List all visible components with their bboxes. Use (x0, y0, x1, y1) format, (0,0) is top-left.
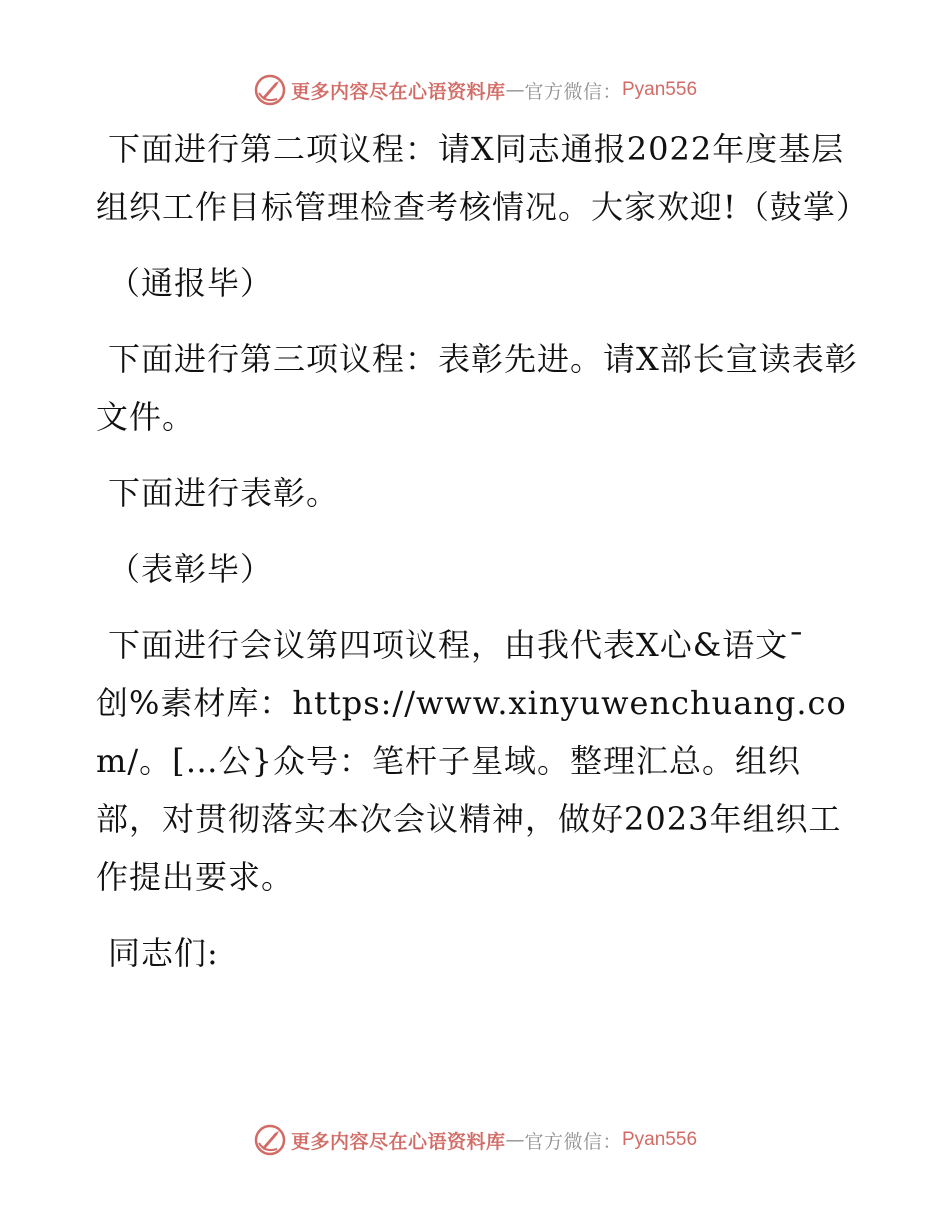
footer-watermark (0, 1120, 950, 1160)
watermark-site-text: 更多内容尽在心语资料库 (290, 1130, 506, 1153)
paragraph-agenda-three: 下面进行第三项议程：表彰先进。请X部长宣读表彰文件。 (96, 340, 858, 436)
watermark-separator: — (505, 79, 525, 101)
watermark-separator: — (505, 1129, 525, 1151)
paragraph-agenda-four: 下面进行会议第四项议程，由我代表X心&语文¯创%素材库：https://www.xinyuwenchuang.com/。[…公}众号：笔杆子星域。整理汇总。组织部，对贯彻落实本次会议精神，做好2023年组织工作提出要求。 (96, 626, 847, 896)
paragraph-report-done: （通报毕） (108, 264, 274, 302)
paragraph-greeting: 同志们: (108, 934, 219, 972)
paragraph-agenda-two: 下面进行第二项议程：请X同志通报2022年度基层组织工作目标管理检查考核情况。大家欢迎!（鼓掌） (96, 130, 869, 226)
watermark-wechat-label: 官方微信： (524, 80, 622, 103)
watermark-wechat-label: 官方微信： (524, 1130, 622, 1153)
watermark-wechat-id: Pyan556 (622, 79, 698, 100)
document-body (96, 120, 869, 1000)
watermark-wechat-id: Pyan556 (622, 1129, 698, 1150)
paragraph-commendation: 下面进行表彰。 (108, 474, 340, 512)
paragraph-commendation-done: （表彰毕） (108, 550, 274, 588)
header-watermark (0, 70, 950, 110)
quill-pen-logo-icon (253, 1123, 287, 1157)
quill-pen-logo-icon (253, 73, 287, 107)
watermark-site-text: 更多内容尽在心语资料库 (290, 80, 506, 103)
